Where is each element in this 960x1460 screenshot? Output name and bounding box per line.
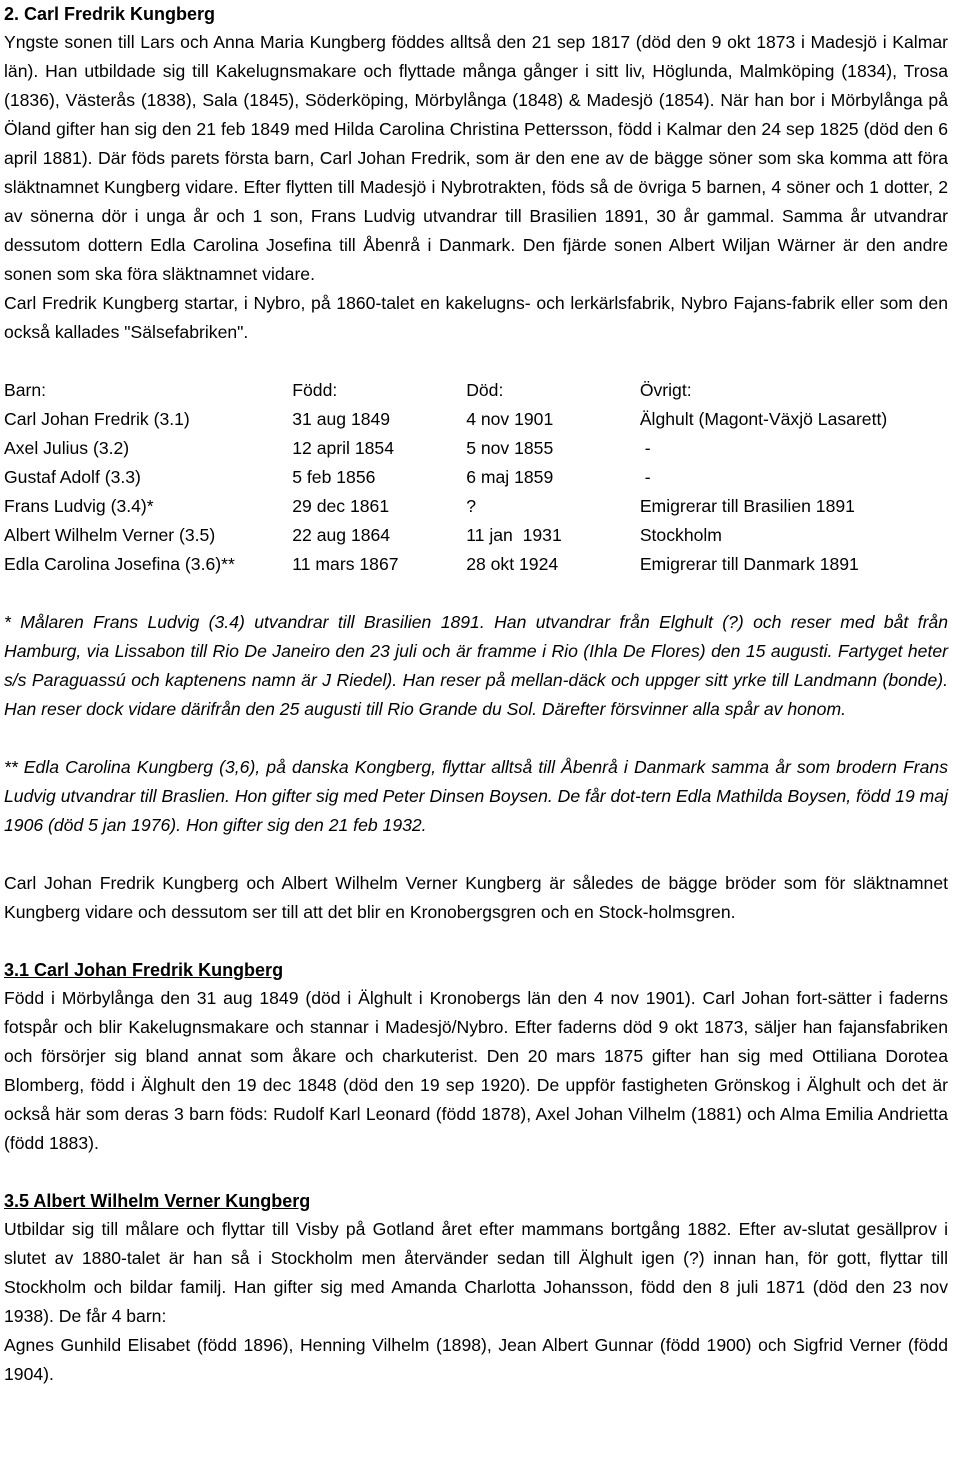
section-3-5-text: Utbildar sig till målare och flyttar till Visby på Gotland året efter mammans bortgång 1882. Efter av-slutat gesällprov i slutet av 1880-talet är han så i Stockholm men återvänder sedan till Älghult igen (?) innan han, för gott, flyttar till Stockholm och bildar familj. Han gifter sig med Amanda Charlotta Johansson, född den 8 juli 1871 (död den 23 nov 1938). De får 4 barn: [4,1219,948,1326]
table-cell: 31 aug 1849 [292,409,391,429]
header-cell: Barn: [4,380,47,400]
table-cell: 29 dec 1861 [292,496,390,516]
table-cell: 12 april 1854 [292,438,394,458]
spacer [4,840,948,869]
table-cell: Stockholm [639,525,722,545]
table-cell: Emigrerar till Danmark 1891 [639,554,859,574]
table-cell: 4 nov 1901 [466,409,554,429]
section-3-5-children: Agnes Gunhild Elisabet (född 1896), Henning Vilhelm (1898), Jean Albert Gunnar (född 1900) och Sigfrid Verner (född 1904). [4,1335,948,1384]
table-row [4,463,948,492]
table-header-row [4,376,948,405]
footnote-edla-carolina: ** Edla Carolina Kungberg (3,6), på danska Kongberg, flyttar alltså till Åbenrå i Danmark samma år som brodern Frans Ludvig utvandrar till Braslien. Hon gifter sig med Peter Dinsen Boysen. De får dot-tern Edla Mathilda Boysen, född 19 maj 1906 (död 5 jan 1976). Hon gifter sig den 21 feb 1932. [4,757,948,835]
table-cell: Axel Julius (3.2) [4,438,130,458]
table-row [4,492,948,521]
summary-paragraph: Carl Johan Fredrik Kungberg och Albert Wilhelm Verner Kungberg är således de bägge bröder som för släktnamnet Kungberg vidare och dessutom ser till att det blir en Kronobergsgren och en Stock-holmsgren. [4,873,948,922]
spacer [4,579,948,608]
table-cell: 28 okt 1924 [466,554,559,574]
table-cell: Carl Johan Fredrik (3.1) [4,409,190,429]
table-cell: - [639,467,651,487]
header-cell: Övrigt: [639,380,692,400]
table-cell: 5 nov 1855 [466,438,554,458]
table-cell: Edla Carolina Josefina (3.6)** [4,554,235,574]
spacer [4,724,948,753]
section-2-paragraph-1: Yngste sonen till Lars och Anna Maria Kungberg föddes alltså den 21 sep 1817 (död den 9 okt 1873 i Madesjö i Kalmar län). Han utbildade sig till Kakelugnsmakare och flyttade många gånger i sitt liv, Höglunda, Malmköping (1834), Trosa (1836), Västerås (1838), Sala (1845), Söderköping, Mörbylånga (1848) & Madesjö (1854). När han bor i Mörbylånga på Öland gifter han sig den 21 feb 1849 med Hilda Carolina Christina Pettersson, född i Kalmar den 24 sep 1825 (död den 6 april 1881). Där föds parets första barn, Carl Johan Fredrik, som är den ene av de bägge söner som ska komma att föra släktnamnet Kungberg vidare. Efter flytten till Madesjö i Nybrotrakten, föds så de övriga 5 barnen, 4 söner och 1 dotter, 2 av sönerna dör i unga år och 1 son, Frans Ludvig utvandrar till Brasilien 1891, 30 år gammal. Samma år utvandrar dessutom dottern Edla Carolina Josefina till Åbenrå i Danmark. Den fjärde sonen Albert Wiljan Wärner är den andre sonen som ska föra släktnamnet vidare. [4,32,948,284]
footnote-frans-ludvig: * Målaren Frans Ludvig (3.4) utvandrar till Brasilien 1891. Han utvandrar från Elghult (?) och reser med båt från Hamburg, via Lissabon till Rio De Janeiro den 23 juli och är framme i Rio (Ihla De Flores) den 15 augusti. Fartyget heter s/s Paraguassú och kaptenens namn är J Riedel). Han reser på mellan-däck och uppger sitt yrke till Landmann (bonde). Han reser dock vidare därifrån den 25 augusti till Rio Grande du Sol. Därefter försvinner alla spår av honom. [4,612,948,719]
table-row [4,405,948,434]
header-cell: Död: [466,380,504,400]
table-cell: - [639,438,651,458]
spacer [4,1158,948,1187]
table-cell: 22 aug 1864 [292,525,391,545]
table-row [4,434,948,463]
table-cell: 11 jan 1931 [466,525,562,545]
spacer [4,927,948,956]
table-cell: ? [466,496,476,516]
table-cell: Älghult (Magont-Växjö Lasarett) [639,409,888,429]
section-3-1-heading: 3.1 Carl Johan Fredrik Kungberg [4,960,284,980]
table-cell: 5 feb 1856 [292,467,376,487]
table-cell: Gustaf Adolf (3.3) [4,467,141,487]
table-cell: 6 maj 1859 [466,467,554,487]
table-cell: Albert Wilhelm Verner (3.5) [4,525,216,545]
section-2-paragraph-2: Carl Fredrik Kungberg startar, i Nybro, på 1860-talet en kakelugns- och lerkärlsfabrik, Nybro Fajans-fabrik eller som den också kallades "Sälsefabriken". [4,293,948,342]
children-table [4,376,948,579]
header-cell: Född: [292,380,338,400]
section-2-heading: 2. Carl Fredrik Kungberg [4,4,216,24]
section-3-1-text: Född i Mörbylånga den 31 aug 1849 (död i Älghult i Kronobergs län den 4 nov 1901). Carl Johan fort-sätter i faderns fotspår och blir Kakelugnsmakare och stannar i Madesjö/Nybro. Efter faderns död 9 okt 1873, säljer han fajansfabriken och försörjer sig bland annat som åkare och charkuterist. Den 20 mars 1875 gifter han sig med Ottiliana Dorotea Blomberg, född i Älghult den 19 dec 1848 (död den 19 sep 1920). De uppför fastigheten Grönskog i Älghult och det är också här som deras 3 barn föds: Rudolf Karl Leonard (född 1878), Axel Johan Vilhelm (1881) och Alma Emilia Andrietta (född 1883). [4,988,948,1153]
table-cell: 11 mars 1867 [292,554,399,574]
spacer [4,347,948,376]
section-3-5-heading: 3.5 Albert Wilhelm Verner Kungberg [4,1191,311,1211]
table-row [4,550,948,579]
table-cell: Frans Ludvig (3.4)* [4,496,154,516]
table-cell: Emigrerar till Brasilien 1891 [639,496,855,516]
table-row [4,521,948,550]
